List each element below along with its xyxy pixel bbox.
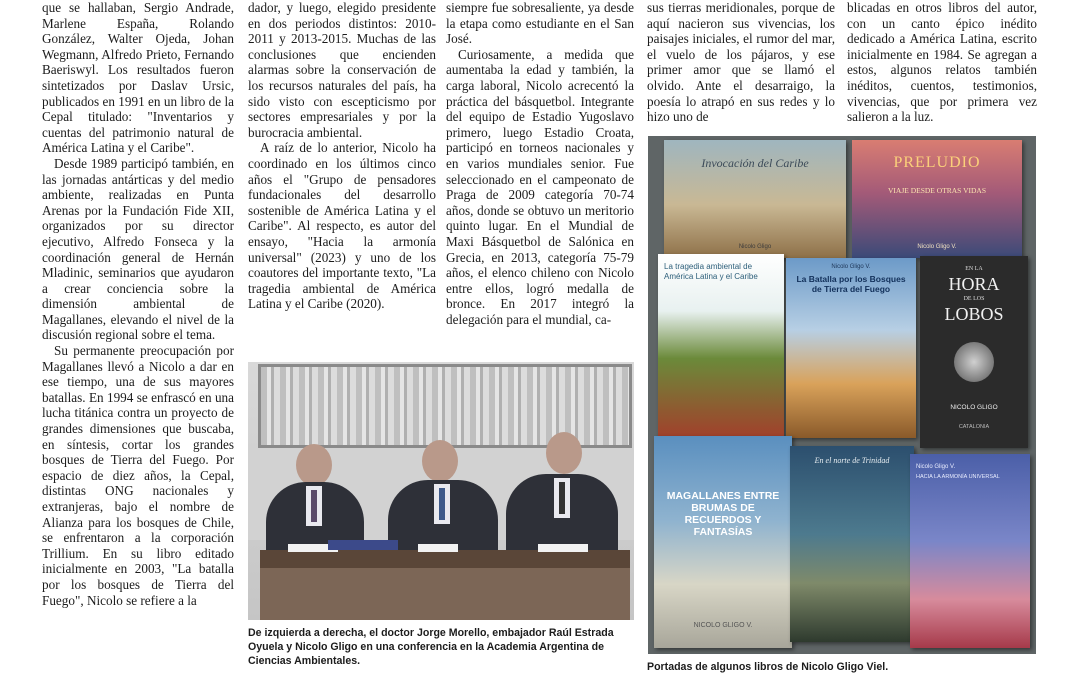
paragraph: que se hallaban, Sergio Andrade, Marlene España, Rolando González, Walter Ojeda, Johan Wegmann, Alfredo Prieto, Fernando Baeriswyl. Los resultados fueron sintetizados por Daslav Ursic, publicados en 1991 en un libro de la Cepal titulado: "Inventarios y cuentas del patrimonio natural de América Latina y el Caribe". <box>42 0 234 156</box>
paragraph: sus tierras meridionales, porque de aquí nacieron sus vivencias, los paisajes iniciales, el rumor del mar, el vuelo de los pájaros, y ese primer amor que se llamó el olvido. Ante el desarraigo, la poesía lo atrapó en sus redes y lo hizo uno de <box>647 0 835 125</box>
book-invocacion-del-caribe: Invocación del Caribe Nicolo Gligo <box>664 140 846 258</box>
rolled-poster <box>328 540 398 550</box>
cityscape-painting <box>258 364 632 448</box>
article-column-4 <box>647 0 835 125</box>
book-magallanes-entre-brumas: MAGALLANES ENTRE BRUMAS DE RECUERDOS Y FANTASÍAS NICOLO GLIGO V. <box>654 436 792 648</box>
book-en-la-hora-de-los-lobos: EN LA HORA DE LOS LOBOS NICOLO GLIGO CATALONIA <box>920 256 1028 448</box>
moon-icon <box>954 342 994 382</box>
book-hacia-la-armonia-universal: Nicolo Gligo V. HACIA LA ARMONÍA UNIVERSAL <box>910 454 1030 648</box>
article-column-2 <box>248 0 436 312</box>
photo-caption: De izquierda a derecha, el doctor Jorge Morello, embajador Raúl Estrada Oyuela y Nicolo Gligo en una conferencia en la Academia Argentina de Ciencias Ambientales. <box>248 627 614 667</box>
paragraph: Curiosamente, a medida que aumentaba la edad y también, la carga laboral, Nicolo acrecentó la práctica del básquetbol. Integrante del equipo de Estadio Yugoslavo primero, luego Estadio Croata, participó en torneos nacionales y en varios mundiales senior. Fue seleccionado en el campeonato de Praga de 2009 categoría 70-74 años, donde se obtuvo un meritorio quinto lugar. En el Mundial de Maxi Básquetbol de Salónica en Grecia, en 2013, categoría 75-79 años, el elenco chileno con Nicolo entre ellos, logró medalla de bronce. En 2017 integró la delegación para el mundial, ca- <box>446 46 634 327</box>
article-column-1 <box>42 0 234 608</box>
paragraph: blicadas en otros libros del autor, con un canto épico inédito dedicado a América Latina, escrito inicialmente en 1984. Se agregan a estos, algunos relatos también inéditos, cuentos, testimonios, vivencias, que por primera vez salieron a la luz. <box>847 0 1037 125</box>
paragraph: Desde 1989 participó también, en las jornadas antárticas y del medio ambiente, realizadas en Punta Arenas por la Fundación Fide XII, organizados por su director ejecutivo, Alfredo Fonseca y la coordinación general de Hernán Mladinic, seminarios que ayudaron a crear conciencia sobre la dimensión ambiental de Magallanes, elevando el nivel de la discusión regional sobre el tema. <box>42 155 234 343</box>
paragraph: A raíz de lo anterior, Nicolo ha coordinado en los últimos cinco años el "Grupo de pensadores fundacionales del desarrollo sostenible de América Latina y el Caribe". Al respecto, es autor del ensayo, "Hacia la armonía universal" (2023) y uno de los coautores del importante texto, "La tragedia ambiental de América Latina y el Caribe (2020). <box>248 140 436 312</box>
book-la-batalla-por-los-bosques: Nicolo Gligo V. La Batalla por los Bosques de Tierra del Fuego <box>786 258 916 438</box>
conference-photo <box>248 362 634 620</box>
book-la-tragedia-ambiental: La tragedia ambiental de América Latina y el Caribe <box>658 254 784 444</box>
paragraph: Su permanente preocupación por Magallanes llevó a Nicolo a dar en ese tiempo, una de sus mayores batallas. En 1994 se enfrascó en una lucha titánica contra un proyecto de grandes dimensiones que buscaba, en síntesis, cortar los grandes bosques de Tierra del Fuego. Por espacio de diez años, la Cepal, distintas ONG nacionales y extranjeras, bajo el nombre de Alianza para los bosques de Chile, se enfrentaron a la corporación Trillium. En su libro editado inicialmente en 2003, "La batalla por los bosques de Tierra del Fuego", Nicolo se refiere a la <box>42 343 234 608</box>
book-covers-photo <box>648 136 1036 654</box>
article-column-3 <box>446 0 634 327</box>
paragraph: siempre fue sobresaliente, ya desde la etapa como estudiante en el San José. <box>446 0 634 47</box>
books-caption: Portadas de algunos libros de Nicolo Gligo Viel. <box>647 661 889 673</box>
conference-table <box>260 550 630 568</box>
book-preludio: PRELUDIO VIAJE DESDE OTRAS VIDAS Nicolo Gligo V. <box>852 140 1022 258</box>
paragraph: dador, y luego, elegido presidente en dos periodos distintos: 2010-2011 y 2013-2015. Muchas de las conclusiones que encienden alarmas sobre la conservación de los recursos naturales del país, ha sido visto con escepticismo por sectores empresariales y por la burocracia ambiental. <box>248 0 436 140</box>
book-en-el-norte-de-trinidad: En el norte de Trinidad <box>790 446 914 642</box>
article-column-5 <box>847 0 1037 125</box>
